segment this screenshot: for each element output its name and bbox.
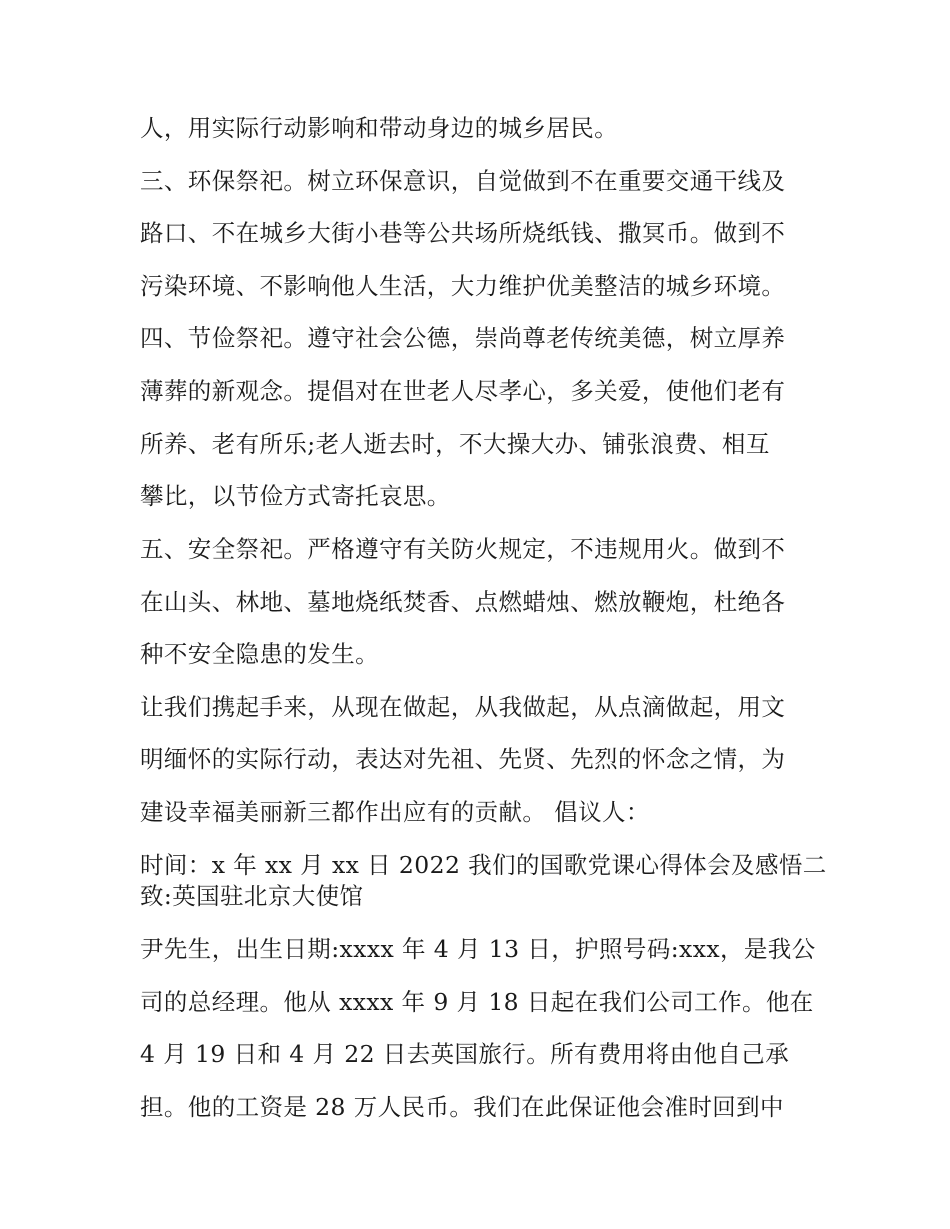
text-line: 致:英国驻北京大使馆 — [140, 882, 364, 910]
text-line: 薄葬的新观念。提倡对在世老人尽孝心，多关爱，使他们老有 — [140, 377, 786, 405]
text-line: 路口、不在城乡大街小巷等公共场所烧纸钱、撒冥币。做到不 — [140, 219, 786, 247]
text-line: 三、环保祭祀。树立环保意识，自觉做到不在重要交通干线及 — [140, 167, 786, 195]
text-line: 在山头、林地、墓地烧纸焚香、点燃蜡烛、燃放鞭炮，杜绝各 — [140, 588, 786, 616]
text-line: 攀比，以节俭方式寄托哀思。 — [140, 482, 451, 510]
text-line: 污染环境、不影响他人生活，大力维护优美整洁的城乡环境。 — [140, 272, 786, 300]
text-line: 人，用实际行动影响和带动身边的城乡居民。 — [140, 114, 618, 142]
text-line: 担。他的工资是 28 万人民币。我们在此保证他会准时回到中 — [140, 1093, 784, 1121]
text-line: 司的总经理。他从 xxxx 年 9 月 18 日起在我们公司工作。他在 — [140, 988, 814, 1016]
text-line: 四、节俭祭祀。遵守社会公德，崇尚尊老传统美德，树立厚养 — [140, 324, 786, 352]
text-line: 建设幸福美丽新三都作出应有的贡献。 倡议人： — [140, 798, 650, 826]
text-line: 让我们携起手来，从现在做起，从我做起，从点滴做起，用文 — [140, 693, 786, 721]
text-line: 明缅怀的实际行动，表达对先祖、先贤、先烈的怀念之情，为 — [140, 745, 786, 773]
text-line: 五、安全祭祀。严格遵守有关防火规定，不违规用火。做到不 — [140, 535, 786, 563]
text-line: 时间：x 年 xx 月 xx 日 2022 我们的国歌党课心得体会及感悟二 — [140, 851, 827, 879]
text-line: 所养、老有所乐;老人逝去时，不大操大办、铺张浪费、相互 — [140, 430, 770, 458]
text-line: 种不安全隐患的发生。 — [140, 640, 379, 668]
text-line: 尹先生，出生日期:xxxx 年 4 月 13 日，护照号码:xxx，是我公 — [140, 935, 816, 963]
text-line: 4 月 19 日和 4 月 22 日去英国旅行。所有费用将由他自己承 — [140, 1040, 790, 1068]
